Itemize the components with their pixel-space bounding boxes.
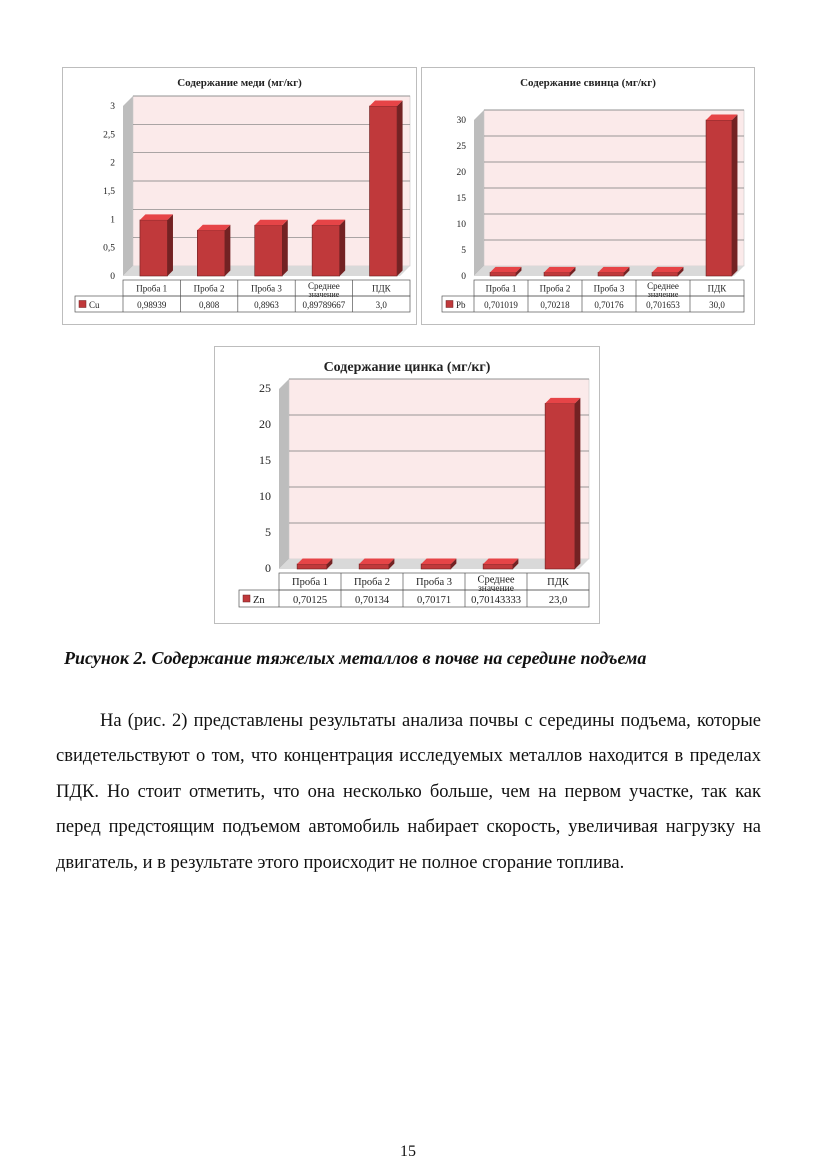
y-tick-label: 1 [110,215,115,226]
category-label: Среднее [308,280,340,291]
bar-side [167,214,173,276]
chart-copper [62,67,417,325]
category-label: Проба 3 [416,577,452,589]
category-label: ПДК [547,577,569,589]
bar [255,220,288,276]
legend-swatch [446,301,453,308]
table-value: 0,70134 [354,594,390,606]
chart-lead-svg [422,68,754,324]
bar-top [598,267,629,273]
table-value-row [75,296,410,312]
legend-label: Zn [253,594,265,606]
chart-title: Содержание меди (мг/кг) [177,77,302,89]
table-value: 0,70143333 [471,594,521,606]
table-value: 0,98939 [137,300,167,310]
chart-title: Содержание свинца (мг/кг) [520,77,656,89]
category-label: Проба 3 [251,283,282,294]
bar-front [483,564,513,569]
category-label: Проба 1 [292,577,328,589]
bar-side [225,225,231,276]
back-wall [289,379,589,559]
bar [297,558,332,569]
bar-side [575,398,581,569]
table-value: 0,701653 [646,300,680,310]
chart-copper-svg [63,68,416,324]
bar-front [598,272,624,276]
bar-top [312,220,345,226]
side-wall [279,379,289,569]
figure-caption: Рисунок 2. Содержание тяжелых металлов в почве на середине подъема [64,648,647,668]
bar-front [255,225,283,276]
bar-front [359,564,389,569]
bar [544,267,575,276]
category-label: Проба 2 [539,283,571,294]
bar [598,267,629,276]
y-tick-label: 1,5 [103,187,115,197]
category-label: Проба 3 [593,283,625,294]
bar [421,558,456,569]
table-value: 0,701019 [484,300,518,310]
bar [652,267,683,276]
y-tick-label: 0,5 [103,243,115,254]
y-tick-label: 0 [110,272,115,282]
y-tick-label: 2 [110,158,115,169]
bar-side [397,101,403,277]
bar-top [545,398,580,404]
table-value: 0,70125 [292,594,328,606]
y-tick-label: 0 [265,561,271,575]
body-paragraph [56,704,761,881]
chart-zinc-svg [215,347,599,623]
table-value: 0,70218 [540,300,570,310]
legend-label: Cu [89,300,100,310]
bar-front [652,272,678,276]
chart-zinc [214,346,600,624]
category-label: значение [478,583,514,594]
category-label: Проба 1 [485,283,517,294]
category-label: ПДК [707,283,727,294]
page-number: 15 [400,1143,416,1160]
bar [545,398,580,569]
bar-top [544,267,575,273]
legend-swatch [243,595,250,602]
bar-top [706,115,737,121]
bar [706,115,737,277]
chart-lead [421,67,755,325]
bar-front [706,120,732,276]
y-tick-label: 20 [259,417,271,431]
category-label: Проба 1 [136,283,168,294]
y-tick-label: 15 [456,194,466,204]
y-tick-label: 10 [456,220,466,230]
bar [197,225,230,276]
bar-top [490,267,521,273]
y-tick-label: 5 [461,246,466,256]
bar-top [483,558,518,564]
bar-front [312,225,340,276]
bar-top [197,225,230,231]
chart-title: Содержание цинка (мг/кг) [323,360,491,375]
bar-top [370,101,403,107]
bar-top [255,220,288,226]
bar [312,220,345,276]
bar [140,214,173,276]
category-label: Проба 2 [354,577,390,589]
table-value: 0,808 [198,300,220,310]
side-wall [123,96,133,276]
y-tick-label: 25 [259,381,271,395]
category-label: значение [308,289,340,299]
bar-top [652,267,683,273]
y-tick-label: 15 [259,453,271,467]
bar-side [340,220,346,276]
category-label: ПДК [371,283,391,294]
bar-front [490,272,516,276]
bar-front [544,272,570,276]
y-tick-label: 2,5 [103,130,115,141]
bar-front [197,230,225,276]
bar-front [545,403,575,569]
bar-top [140,214,173,220]
bar [370,101,403,277]
body-text: На (рис. 2) представлены результаты анализа почвы с середины подъема, которые свидетельствуют о том, что концентрация исследуемых металлов находится в пределах ПДК. Но стоит отметить, что она несколько больше, чем на первом участке, так как перед предстоящим подъемом автомобиль набирает скорость, увеличивая нагрузку на двигатель, и в результате этого происходит не полное сгорание топлива. [56,711,761,873]
table-value: 0,8963 [254,300,279,310]
bar-top [297,558,332,564]
y-tick-label: 30 [456,116,466,126]
side-wall [474,110,484,276]
table-value: 23,0 [548,594,568,606]
y-tick-label: 20 [456,168,466,178]
table-value: 0,70176 [594,300,624,310]
bar [359,558,394,569]
category-label: значение [647,289,679,299]
table-value: 0,70171 [416,594,452,606]
bar-front [140,220,168,276]
bar-side [282,220,288,276]
y-tick-label: 3 [110,102,115,112]
category-label: Проба 2 [193,283,225,294]
legend-swatch [79,301,86,308]
table-value: 30,0 [709,300,725,310]
bar-front [370,106,398,276]
bar-top [421,558,456,564]
table-value: 3,0 [375,300,387,310]
bar [490,267,521,276]
bar-side [732,115,738,277]
legend-label: Pb [456,300,466,310]
y-tick-label: 10 [259,489,271,503]
y-tick-label: 5 [265,525,271,539]
y-tick-label: 25 [456,142,466,152]
category-label: Среднее [477,574,515,586]
bar-top [359,558,394,564]
bar-front [297,564,327,569]
table-value: 0,89789667 [302,300,346,310]
category-label: Среднее [647,280,679,291]
y-tick-label: 0 [461,272,466,282]
bar [483,558,518,569]
bar-front [421,564,451,569]
table-value-row [239,590,589,607]
